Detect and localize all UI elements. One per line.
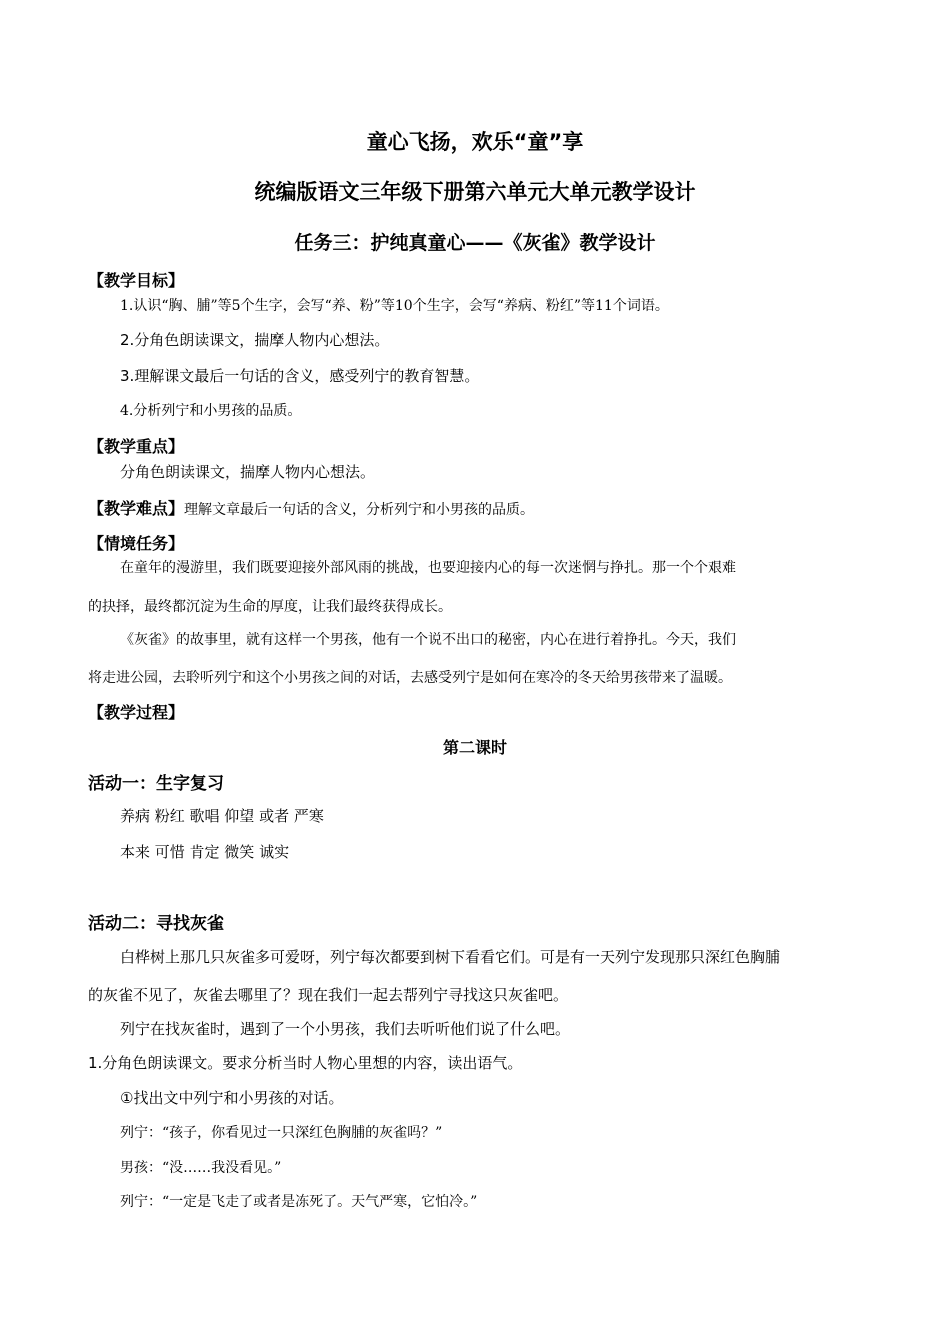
difficulties-heading: 【教学难点】 bbox=[88, 499, 185, 518]
scenario-paragraph-1-line-1: 在童年的漫游里，我们既要迎接外部风雨的挑战，也要迎接内心的每一次迷惘与挣扎。那一个个艰难 bbox=[120, 560, 736, 576]
objective-item-3: 3.理解课文最后一句话的含义，感受列宁的教育智慧。 bbox=[120, 367, 480, 385]
lesson-label: 第二课时 bbox=[442, 738, 507, 757]
dialog-line-3: 列宁：“一定是飞走了或者是冻死了。天气严寒，它怕冷。” bbox=[120, 1194, 478, 1210]
activity-1-words-line-2: 本来 可惜 肯定 微笑 诚实 bbox=[120, 843, 290, 861]
scenario-paragraph-2-line-1: 《灰雀》的故事里，就有这样一个男孩，他有一个说不出口的秘密，内心在进行着挣扎。今天，我们 bbox=[120, 632, 736, 648]
difficulties-row bbox=[88, 496, 534, 519]
objective-item-4: 4.分析列宁和小男孩的品质。 bbox=[120, 403, 302, 419]
activity-1-words-line-1: 养病 粉红 歌唱 仰望 或者 严寒 bbox=[120, 807, 324, 825]
activity-2-task-1: 1.分角色朗读课文。要求分析当时人物心里想的内容，读出语气。 bbox=[88, 1054, 523, 1072]
main-title: 童心飞扬，欢乐“童”享 bbox=[366, 130, 584, 154]
activity-2-paragraph-1-line-1: 白桦树上那几只灰雀多可爱呀，列宁每次都要到树下看看它们。可是有一天列宁发现那只深红色胸脯 bbox=[120, 948, 781, 966]
activity-2-title: 活动二：寻找灰雀 bbox=[88, 914, 224, 934]
activity-2-paragraph-1-line-2: 的灰雀不见了，灰雀去哪里了？现在我们一起去帮列宁寻找这只灰雀吧。 bbox=[88, 986, 569, 1004]
dialog-line-1: 列宁：“孩子，你看见过一只深红色胸脯的灰雀吗？” bbox=[120, 1125, 443, 1141]
activity-2-paragraph-2: 列宁在找灰雀时，遇到了一个小男孩，我们去听听他们说了什么吧。 bbox=[120, 1020, 571, 1038]
activity-1-title: 活动一：生字复习 bbox=[88, 774, 224, 794]
activity-2-step-1: ①找出文中列宁和小男孩的对话。 bbox=[120, 1089, 344, 1107]
unit-title: 统编版语文三年级下册第六单元大单元教学设计 bbox=[254, 180, 696, 204]
task-title: 任务三：护纯真童心——《灰雀》教学设计 bbox=[294, 232, 656, 254]
key-points-text: 分角色朗读课文，揣摩人物内心想法。 bbox=[120, 463, 376, 481]
scenario-paragraph-1-line-2: 的抉择，最终都沉淀为生命的厚度，让我们最终获得成长。 bbox=[88, 599, 452, 615]
scenario-paragraph-2-line-2: 将走进公园，去聆听列宁和这个小男孩之间的对话，去感受列宁是如何在寒冷的冬天给男孩带来了温暖。 bbox=[88, 670, 732, 686]
difficulties-text: 理解文章最后一句话的含义，分析列宁和小男孩的品质。 bbox=[184, 502, 535, 518]
objective-item-1: 1.认识“胸、脯”等5个生字，会写“养、粉”等10个生字，会写“养病、粉红”等11个词语。 bbox=[120, 298, 669, 314]
objective-item-2: 2.分角色朗读课文，揣摩人物内心想法。 bbox=[120, 331, 390, 349]
process-heading: 【教学过程】 bbox=[88, 703, 185, 722]
scenario-heading: 【情境任务】 bbox=[88, 534, 185, 553]
objectives-heading: 【教学目标】 bbox=[88, 271, 185, 290]
key-points-heading: 【教学重点】 bbox=[88, 437, 185, 456]
dialog-line-2: 男孩：“没……我没看见。” bbox=[120, 1160, 282, 1176]
